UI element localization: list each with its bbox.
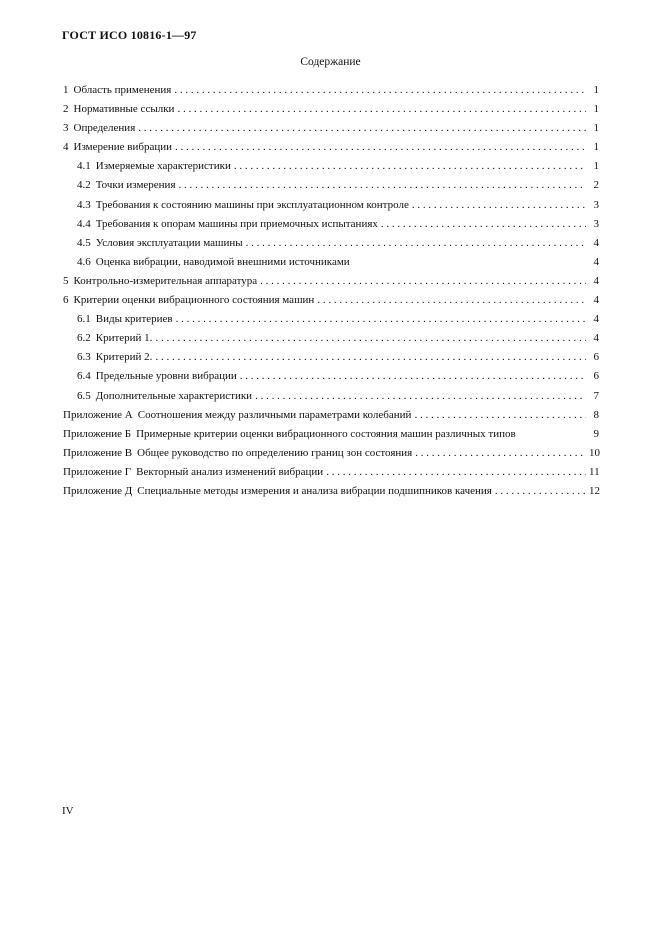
toc-entry-title: Контрольно-измерительная аппаратура (73, 274, 258, 287)
toc-entry-title: Виды критериев (95, 313, 173, 326)
toc-entry-number: 6.3 (77, 351, 91, 364)
toc-entry-page: 4 (593, 255, 599, 268)
toc-entry-page: 3 (593, 217, 599, 230)
document-code: ГОСТ ИСО 10816-1—97 (62, 28, 197, 42)
toc-entry[interactable] (63, 218, 599, 237)
toc-entry-title: Соотношения между различными параметрами колебаний (137, 408, 412, 421)
toc-entry-number: 6 (63, 294, 69, 307)
toc-entry-page: 2 (593, 179, 599, 192)
dot-leader (138, 122, 586, 134)
toc-entry-number: 3 (63, 122, 69, 135)
toc-entry[interactable] (63, 447, 599, 466)
toc-entry[interactable] (63, 313, 599, 332)
toc-entry[interactable] (63, 390, 599, 409)
dot-leader (155, 332, 586, 344)
toc-entry-number: 4.3 (77, 198, 91, 211)
toc-entry[interactable] (63, 122, 599, 141)
toc-entry-page: 11 (589, 465, 600, 478)
toc-entry-number: 4.1 (77, 160, 91, 173)
toc-entry-number: Приложение В (63, 446, 133, 459)
toc-entry-title: Критерий 1. (95, 332, 153, 345)
toc-entry[interactable] (63, 332, 599, 351)
toc-entry[interactable] (63, 103, 599, 122)
toc-entry-number: 6.2 (77, 332, 91, 345)
dot-leader (175, 141, 586, 153)
toc-entry[interactable] (63, 199, 599, 218)
toc-entry-title: Требования к опорам машины при приемочных испытаниях (95, 217, 378, 230)
toc-entry-number: Приложение Г (63, 465, 132, 478)
toc-entry[interactable] (63, 179, 599, 198)
toc-entry-number: 6.1 (77, 313, 91, 326)
dot-leader (260, 275, 586, 287)
dot-leader (246, 237, 586, 249)
dot-leader (177, 103, 586, 115)
toc-entry-number: 4.5 (77, 236, 91, 249)
toc-entry[interactable] (63, 428, 599, 447)
dot-leader (414, 409, 586, 421)
toc-entry-number: 6.4 (77, 370, 91, 383)
toc-entry[interactable] (63, 370, 599, 389)
toc-entry[interactable] (63, 409, 599, 428)
dot-leader (174, 84, 586, 96)
toc-entry-title: Предельные уровни вибрации (95, 370, 237, 383)
toc-entry-title: Нормативные ссылки (73, 103, 175, 116)
toc-entry-page: 4 (593, 332, 599, 345)
toc-entry-title: Область применения (73, 84, 172, 96)
toc-entry[interactable] (63, 141, 599, 160)
toc-entry[interactable] (63, 294, 599, 313)
toc-entry-page: 1 (593, 122, 599, 135)
toc-entry-number: 4.6 (77, 255, 91, 268)
toc-entry-title: Требования к состоянию машины при эксплуатационном контроле (95, 198, 409, 211)
toc-entry-page: 3 (593, 198, 599, 211)
toc-entry-number: Приложение Б (63, 427, 132, 440)
toc-entry-page: 10 (589, 446, 600, 459)
toc-entry-title: Специальные методы измерения и анализа вибрации подшипников качения (137, 484, 492, 497)
toc-entry-title: Векторный анализ изменений вибрации (136, 465, 324, 478)
toc-entry-page: 1 (593, 160, 599, 173)
toc-title: Содержание (300, 56, 361, 68)
toc-entry[interactable] (63, 466, 599, 485)
toc-entry-page: 1 (593, 141, 599, 154)
dot-leader (155, 351, 586, 363)
page-number: IV (62, 805, 74, 817)
toc-entry-page: 4 (593, 294, 599, 307)
toc-entry-page: 4 (593, 236, 599, 249)
toc-entry-number: 4.4 (77, 217, 91, 230)
toc-entry[interactable] (63, 275, 599, 294)
toc-entry-page: 4 (593, 313, 599, 326)
toc-entry-title: Примерные критерии оценки вибрационного состояния машин различных типов (136, 427, 516, 440)
toc-entry-title: Измерение вибрации (73, 141, 172, 154)
toc-entry-page: 1 (593, 103, 599, 116)
toc-entry-number: 1 (63, 84, 69, 96)
toc-entry-number: 4 (63, 141, 69, 154)
toc-entry-page: 1 (593, 84, 599, 96)
dot-leader (415, 447, 586, 459)
toc-entry-number: 5 (63, 274, 69, 287)
toc-entry[interactable] (63, 351, 599, 370)
dot-leader (317, 294, 586, 306)
toc-entry-title: Критерий 2. (95, 351, 153, 364)
dot-leader (412, 199, 586, 211)
toc-entry-title: Дополнительные характеристики (95, 389, 253, 402)
toc-entry-page: 4 (593, 274, 599, 287)
toc-entry[interactable] (63, 485, 599, 504)
toc-entry[interactable] (63, 237, 599, 256)
toc-entry-title: Оценка вибрации, наводимой внешними источниками (95, 255, 350, 268)
toc-entry-title: Определения (73, 122, 136, 135)
dot-leader (240, 370, 586, 382)
toc-entry-number: Приложение Д (63, 484, 133, 497)
dot-leader (176, 313, 586, 325)
toc-entry-page: 9 (593, 427, 599, 440)
toc-entry-number: Приложение А (63, 408, 133, 421)
toc-entry-page: 6 (593, 351, 599, 364)
table-of-contents (63, 84, 599, 504)
toc-entry-page: 8 (593, 408, 599, 421)
toc-entry-page: 12 (589, 484, 600, 497)
toc-entry-title: Точки измерения (95, 179, 176, 192)
toc-entry-title: Общее руководство по определению границ зон состояния (137, 446, 413, 459)
toc-entry[interactable] (63, 84, 599, 103)
dot-leader (326, 466, 586, 478)
dot-leader (255, 390, 586, 402)
dot-leader (179, 179, 586, 191)
toc-entry[interactable] (63, 160, 599, 179)
toc-entry-title: Измеряемые характеристики (95, 160, 231, 173)
toc-entry-number: 6.5 (77, 389, 91, 402)
toc-entry-page: 6 (593, 370, 599, 383)
toc-entry-page: 7 (593, 389, 599, 402)
toc-entry-title: Критерии оценки вибрационного состояния машин (73, 294, 315, 307)
toc-entry[interactable] (63, 256, 599, 275)
toc-entry-number: 4.2 (77, 179, 91, 192)
toc-entry-title: Условия эксплуатации машины (95, 236, 243, 249)
dot-leader (234, 160, 586, 172)
dot-leader (495, 485, 586, 497)
toc-entry-number: 2 (63, 103, 69, 116)
dot-leader (381, 218, 586, 230)
